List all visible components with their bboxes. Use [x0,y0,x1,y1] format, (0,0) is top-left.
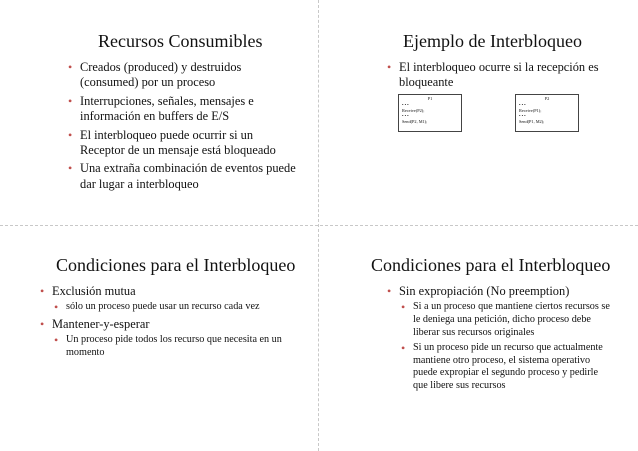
bullet-list [385,60,625,94]
sub-item: • Un proceso pide todos los recurso que necesita en un momento [52,334,282,359]
bullet-list [66,60,296,195]
process-name: P1 [427,96,433,101]
slide-title: Ejemplo de Interbloqueo [403,31,582,51]
bullet-item: • Exclusión mutua • sólo un proceso puede usar un recurso cada vez [38,284,282,314]
bullet-list [38,284,282,363]
process-code: • • • Receive(P2); • • • Send(P2, M1); [402,102,428,124]
process-box-p1 [398,94,462,132]
slide-title: Condiciones para el Interbloqueo [371,255,611,275]
slide-recursos-consumibles [0,0,318,225]
slide-title: Recursos Consumibles [98,31,263,51]
process-box-p2 [515,94,579,132]
process-code: • • • Receive(P1); • • • Send(P1, M2); [519,102,545,124]
slide-title: Condiciones para el Interbloqueo [56,255,296,275]
slide-condiciones-1 [0,226,318,451]
slide-condiciones-2 [319,226,637,451]
bullet-item: • Creados (produced) y destruidos (consumed) por un proceso [66,60,296,91]
bullet-list [385,284,611,396]
bullet-item: • Una extraña combinación de eventos puede dar lugar a interbloqueo [66,161,296,192]
sub-list [399,301,611,392]
bullet-item: • Mantener-y-esperar • Un proceso pide todos los recurso que necesita en un momento [38,317,282,360]
bullet-item: • El interbloqueo ocurre si la recepción es bloqueante [385,60,625,91]
sub-list [52,301,282,314]
sub-item: • sólo un proceso puede usar un recurso cada vez [52,301,282,314]
sub-list [52,334,282,359]
bullet-item: • El interbloqueo puede ocurrir si un Receptor de un mensaje está bloqueado [66,128,296,159]
process-name: P2 [544,96,550,101]
bullet-item: • Sin expropiación (No preemption) • Si a un proceso que mantiene ciertos recursos se le deniega una petición, dicho proceso debe liberar sus recursos originales • Si un proceso pide un recurso que actualmente mantiene otro proceso, el sistema operativo puede expropiar el segundo proceso y pedirle que libere sus recursos [385,284,611,393]
sub-item: • Si un proceso pide un recurso que actualmente mantiene otro proceso, el sistema operativo puede expropiar el segundo proceso y pedirle que libere sus recursos [399,342,611,392]
sub-item: • Si a un proceso que mantiene ciertos recursos se le deniega una petición, dicho proceso debe liberar sus recursos originales [399,301,611,339]
bullet-item: • Interrupciones, señales, mensajes e información en buffers de E/S [66,94,296,125]
slide-ejemplo-interbloqueo [319,0,637,225]
